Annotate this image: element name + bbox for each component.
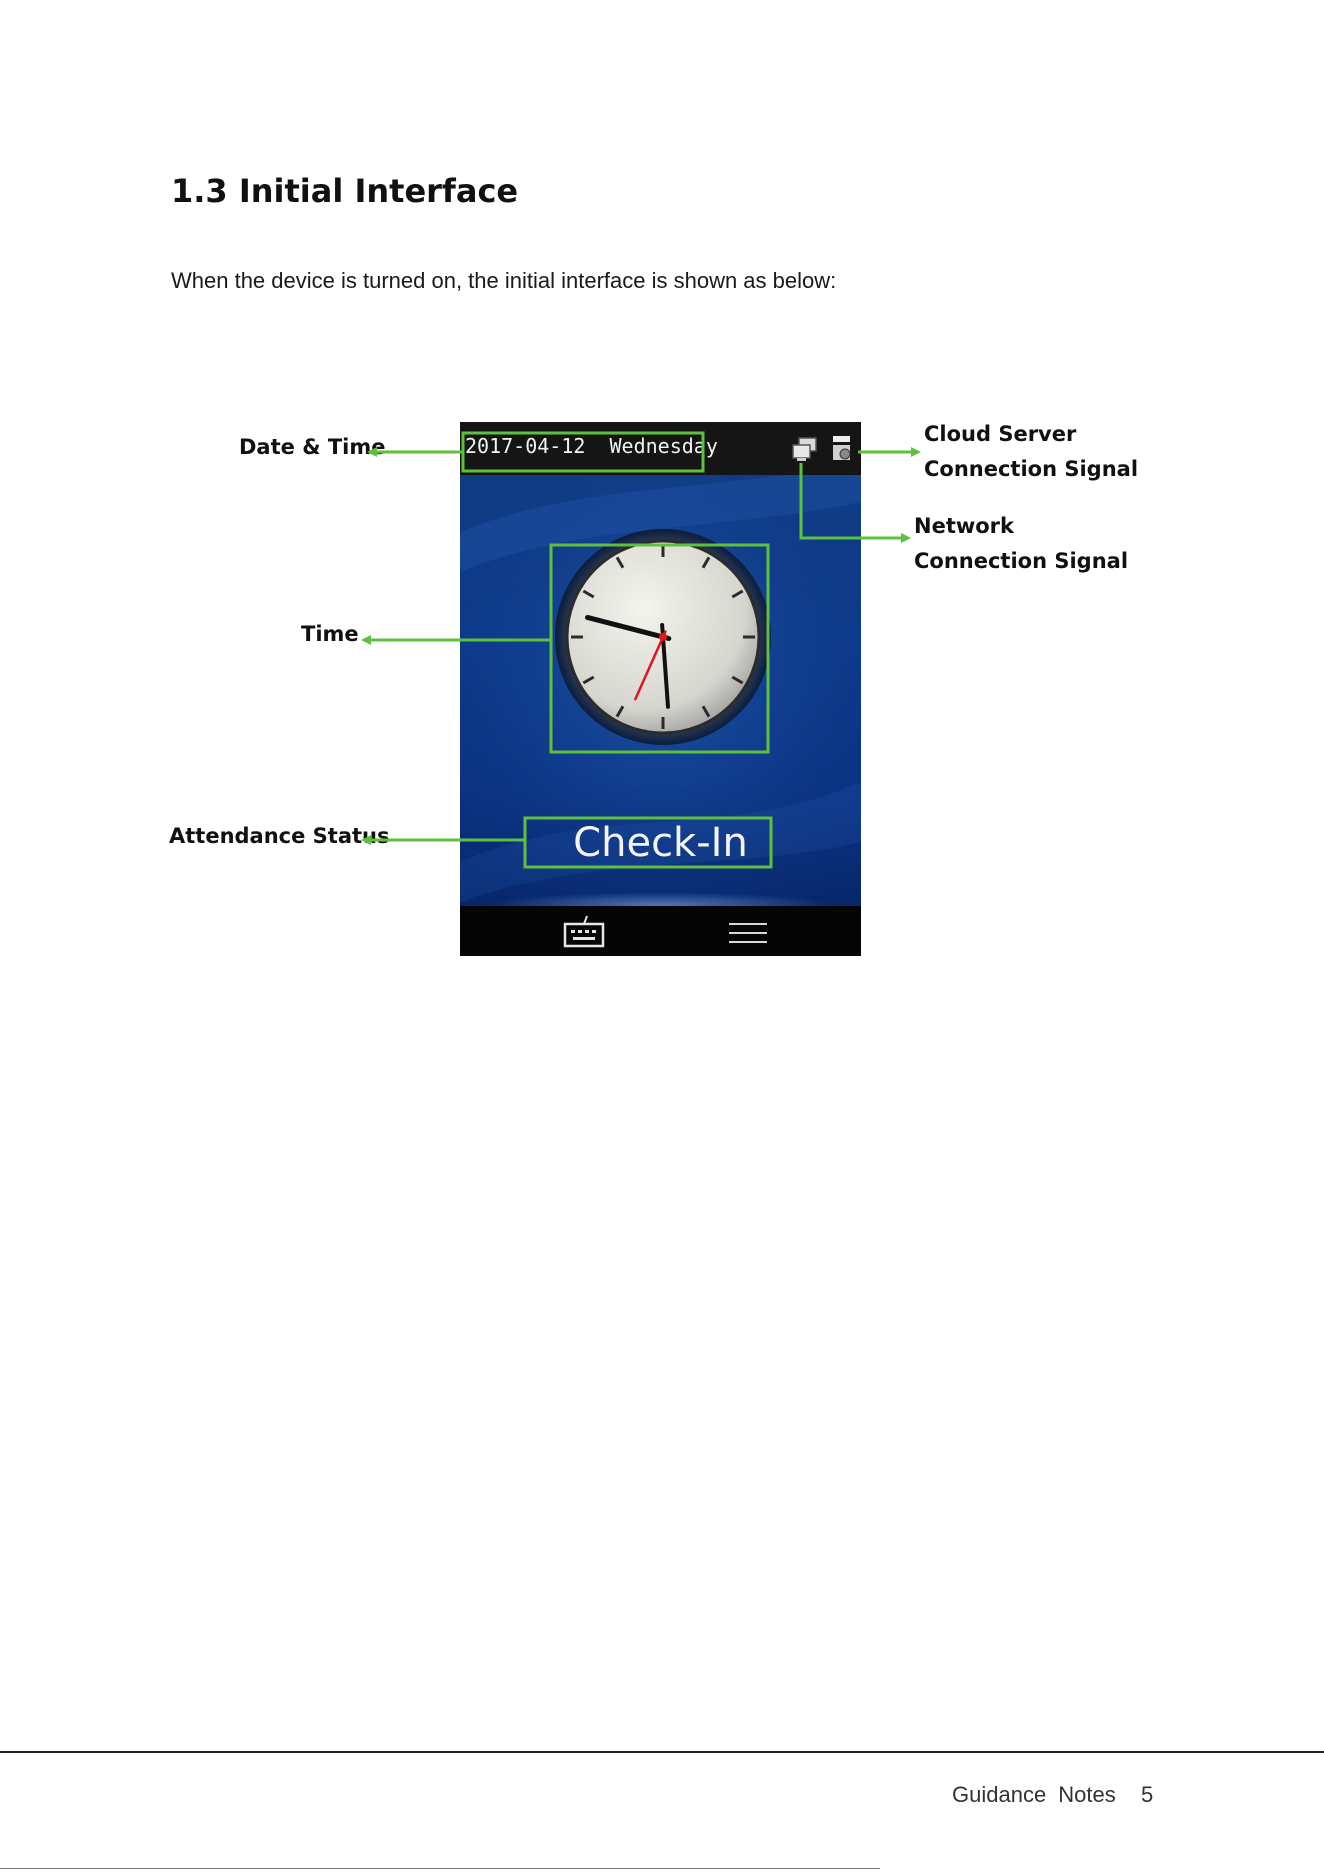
keyboard-icon-body — [565, 924, 603, 946]
menu-icon[interactable] — [726, 914, 770, 950]
network-icon-base — [797, 458, 806, 461]
keyboard-icon[interactable] — [562, 914, 606, 950]
server-icon-globe — [840, 449, 850, 459]
cloud-server-icon — [830, 434, 854, 464]
keyboard-icon-key — [578, 930, 582, 933]
network-icon-front — [793, 445, 810, 458]
callout-cloud-server-line2: Connection Signal — [924, 457, 1139, 481]
footer-label: Guidance Notes — [952, 1782, 1116, 1807]
callout-network-line2: Connection Signal — [914, 549, 1129, 573]
date-weekday-text — [465, 434, 718, 458]
analog-clock — [548, 522, 778, 752]
attendance-status-text: Check-In — [573, 820, 748, 866]
intro-paragraph: When the device is turned on, the initial interface is shown as below: — [171, 268, 837, 293]
status-bar — [460, 422, 861, 475]
page-number: 5 — [1141, 1782, 1154, 1807]
keyboard-icon-key — [585, 930, 589, 933]
keyboard-icon-key — [592, 930, 596, 933]
callout-network — [914, 509, 1128, 579]
callout-cloud-server-line1: Cloud Server — [924, 422, 1077, 446]
clock-center-pin — [659, 633, 667, 641]
network-icon — [790, 436, 820, 464]
server-icon-top — [833, 436, 850, 442]
callout-date-time: Date & Time — [239, 435, 386, 459]
keyboard-icon-key — [571, 930, 575, 933]
callout-cloud-server — [924, 417, 1138, 487]
device-date: 2017-04-12 — [465, 434, 586, 458]
device-screen — [460, 422, 861, 956]
callout-attendance-status: Attendance Status — [169, 824, 390, 848]
footer-rule — [0, 1751, 1324, 1753]
bottom-rule — [0, 1868, 880, 1869]
device-weekday: Wednesday — [609, 434, 718, 458]
bottom-bar — [460, 906, 861, 956]
section-heading: 1.3 Initial Interface — [171, 172, 519, 210]
callout-network-line1: Network — [914, 514, 1015, 538]
keyboard-icon-spacebar — [573, 937, 595, 940]
callout-time: Time — [301, 622, 359, 646]
